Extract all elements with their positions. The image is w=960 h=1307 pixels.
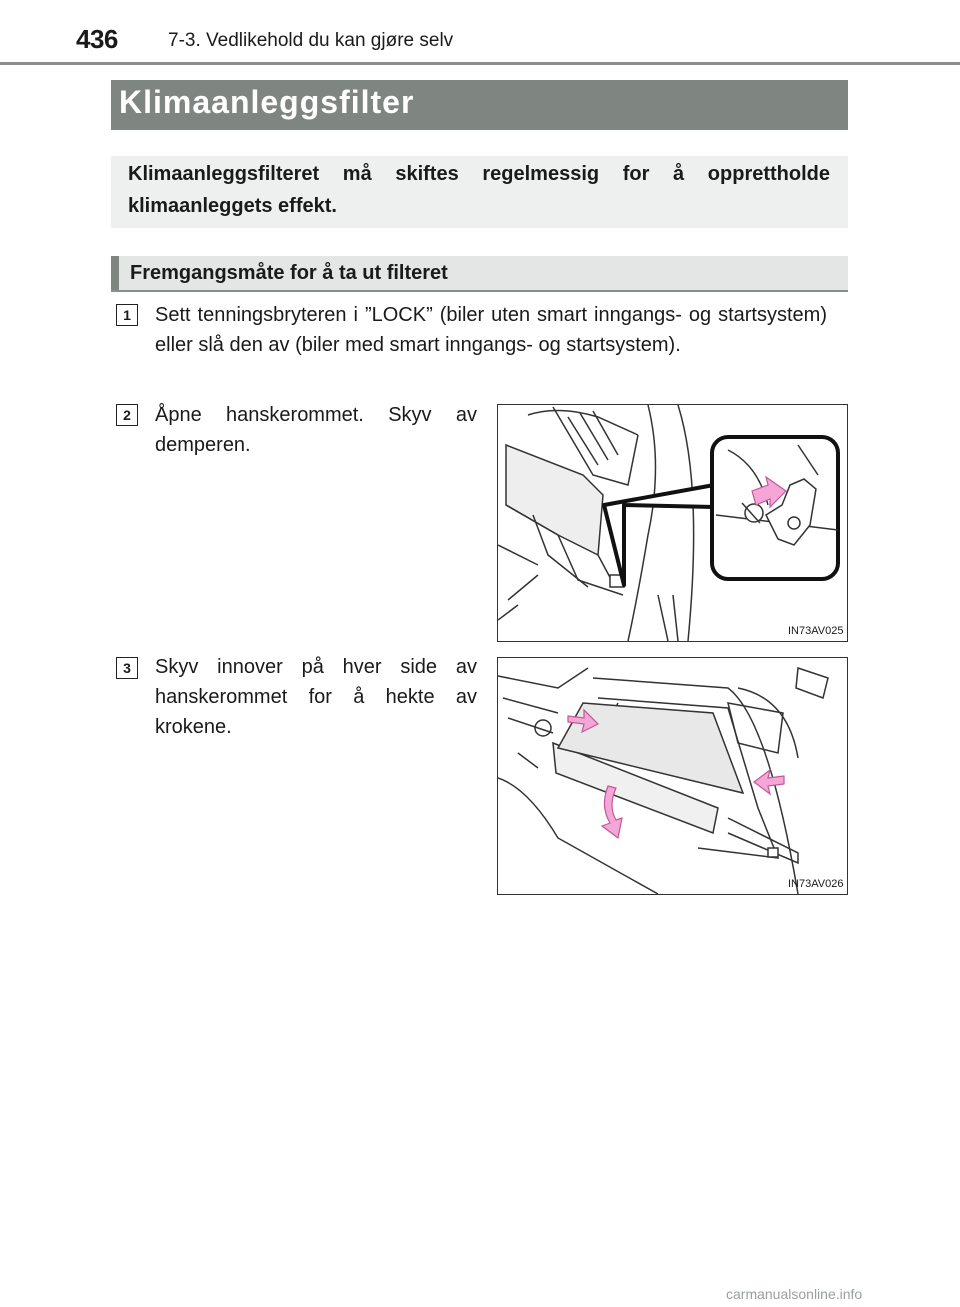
watermark[interactable]: carmanualsonline.info [726,1286,863,1302]
figure-glovebox-hooks [497,657,848,895]
procedure-heading: Fremgangsmåte for å ta ut filteret [130,262,448,284]
glovebox-damper-illustration [498,405,847,641]
step-2-text: Åpne hanskerommet. Skyv av demperen. [155,404,477,456]
header-divider [0,62,960,65]
step-3-number: 3 [116,657,138,679]
intro-text: Klimaanleggsfilteret må skiftes regelmessig for å opprettholde klimaanleggets effekt. [128,163,830,217]
procedure-heading-accent [111,256,119,290]
figure-glovebox-damper [497,404,848,642]
figure-code-label: IN73AV025 [788,625,844,637]
chapter-title: 7-3. Vedlikehold du kan gjøre selv [168,30,454,51]
step-1-number: 1 [116,304,138,326]
step-2-number: 2 [116,404,138,426]
section-title: Klimaanleggsfilter [119,84,415,120]
step-1-text: Sett tenningsbryteren i ”LOCK” (biler uten smart inngangs- og startsystem) eller slå den av (biler med smart inngangs- og startsystem). [155,304,827,356]
page-number: 436 [76,24,118,54]
glovebox-hooks-illustration [498,658,847,894]
figure-code-label: IN73AV026 [788,878,844,890]
step-3-text: Skyv innover på hver side av hanskerommet for å hekte av krokene. [155,656,477,738]
